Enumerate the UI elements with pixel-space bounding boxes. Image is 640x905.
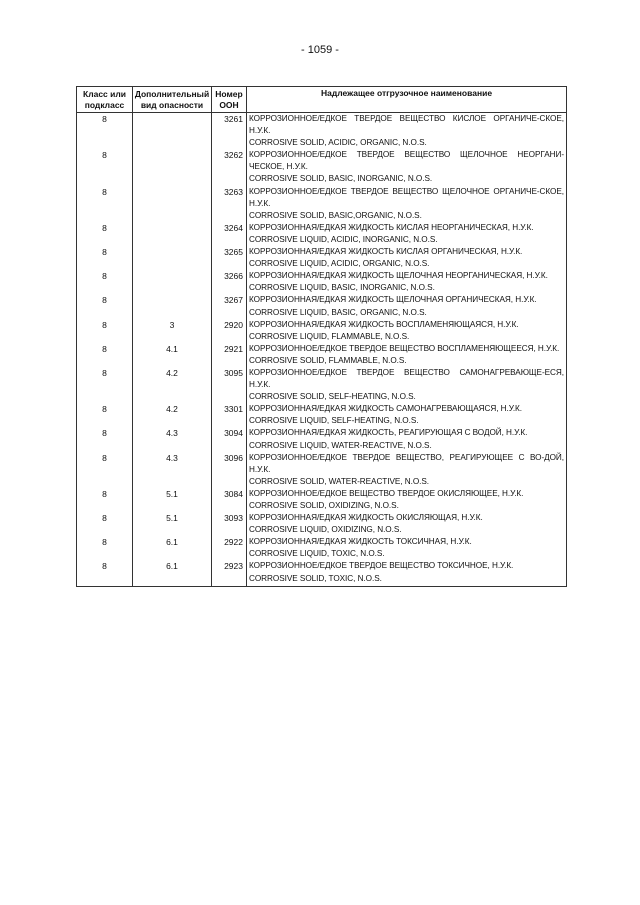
shipping-name-ru: КОРРОЗИОННОЕ/ЕДКОЕ ТВЕРДОЕ ВЕЩЕСТВО ЩЕЛОЧНОЕ ОРГАНИЧЕ-СКОЕ, Н.У.К. <box>249 186 564 208</box>
cell-shipping-name <box>247 343 567 367</box>
shipping-name-en: CORROSIVE SOLID, ACIDIC, ORGANIC, N.O.S. <box>249 138 427 148</box>
cell-subsidiary-risk <box>133 113 212 150</box>
header-shipping-name: Надлежащее отгрузочное наименование <box>247 87 567 113</box>
table-header-row <box>77 87 567 113</box>
cell-un-number: 3094 <box>212 427 247 451</box>
shipping-name-ru: КОРРОЗИОННОЕ/ЕДКОЕ ТВЕРДОЕ ВЕЩЕСТВО САМОНАГРЕВАЮЩЕ-ЕСЯ, Н.У.К. <box>249 367 564 390</box>
shipping-name-ru: КОРРОЗИОННОЕ/ЕДКОЕ ВЕЩЕСТВО ТВЕРДОЕ ОКИСЛЯЮЩЕЕ, Н.У.К. <box>249 488 524 498</box>
cell-shipping-name <box>247 186 567 222</box>
shipping-name-en: CORROSIVE LIQUID, OXIDIZING, N.O.S. <box>249 525 402 535</box>
cell-class: 8 <box>77 452 133 488</box>
cell-shipping-name <box>247 222 567 246</box>
table-row <box>77 270 567 294</box>
shipping-name-en: CORROSIVE LIQUID, BASIC, ORGANIC, N.O.S. <box>249 307 427 317</box>
cell-class: 8 <box>77 113 133 150</box>
cell-class: 8 <box>77 560 133 586</box>
cell-un-number: 3301 <box>212 403 247 427</box>
table-row <box>77 488 567 512</box>
cell-subsidiary-risk: 4.2 <box>133 403 212 427</box>
shipping-name-en: CORROSIVE LIQUID, SELF-HEATING, N.O.S. <box>249 416 419 426</box>
cell-shipping-name <box>247 246 567 270</box>
cell-un-number: 3264 <box>212 222 247 246</box>
cell-shipping-name <box>247 560 567 586</box>
shipping-name-ru: КОРРОЗИОННОЕ/ЕДКОЕ ТВЕРДОЕ ВЕЩЕСТВО ВОСПЛАМЕНЯЮЩЕЕСЯ, Н.У.К. <box>249 343 560 353</box>
shipping-name-ru: КОРРОЗИОННАЯ/ЕДКАЯ ЖИДКОСТЬ ОКИСЛЯЮЩАЯ, Н.У.К. <box>249 513 483 523</box>
cell-class: 8 <box>77 403 133 427</box>
cell-subsidiary-risk <box>133 246 212 270</box>
page-number: - 1059 - <box>301 44 339 56</box>
shipping-name-ru: КОРРОЗИОННАЯ/ЕДКАЯ ЖИДКОСТЬ КИСЛАЯ ОРГАНИЧЕСКАЯ, Н.У.К. <box>249 247 523 257</box>
cell-shipping-name <box>247 452 567 488</box>
dangerous-goods-table <box>76 86 567 587</box>
cell-subsidiary-risk <box>133 294 212 318</box>
shipping-name-ru: КОРРОЗИОННАЯ/ЕДКАЯ ЖИДКОСТЬ САМОНАГРЕВАЮЩАЯСЯ, Н.У.К. <box>249 404 523 414</box>
cell-class: 8 <box>77 536 133 560</box>
shipping-name-en: CORROSIVE LIQUID, BASIC, INORGANIC, N.O.S. <box>249 283 435 293</box>
cell-class: 8 <box>77 488 133 512</box>
cell-un-number: 3263 <box>212 186 247 222</box>
table-row <box>77 246 567 270</box>
cell-shipping-name <box>247 403 567 427</box>
cell-class: 8 <box>77 512 133 536</box>
shipping-name-en: CORROSIVE SOLID, SELF-HEATING, N.O.S. <box>249 392 416 402</box>
header-class-line1: Класс или <box>83 88 126 99</box>
table-row <box>77 294 567 318</box>
header-class <box>77 87 133 113</box>
shipping-name-en: CORROSIVE SOLID, BASIC, INORGANIC, N.O.S. <box>249 174 433 184</box>
cell-shipping-name <box>247 319 567 343</box>
cell-subsidiary-risk <box>133 149 212 185</box>
header-un-number <box>212 87 247 113</box>
cell-un-number: 3084 <box>212 488 247 512</box>
table-row <box>77 186 567 222</box>
cell-shipping-name <box>247 270 567 294</box>
table-row <box>77 452 567 488</box>
shipping-name-en: CORROSIVE SOLID, TOXIC, N.O.S. <box>249 573 382 583</box>
cell-un-number: 3266 <box>212 270 247 294</box>
shipping-name-ru: КОРРОЗИОННОЕ/ЕДКОЕ ТВЕРДОЕ ВЕЩЕСТВО КИСЛОЕ ОРГАНИЧЕ-СКОЕ, Н.У.К. <box>249 114 564 136</box>
cell-un-number: 3261 <box>212 113 247 150</box>
shipping-name-en: CORROSIVE SOLID, OXIDIZING, N.O.S. <box>249 501 399 510</box>
cell-subsidiary-risk <box>133 222 212 246</box>
table-row <box>77 512 567 536</box>
cell-un-number: 3265 <box>212 246 247 270</box>
cell-subsidiary-risk: 5.1 <box>133 488 212 512</box>
cell-un-number: 3267 <box>212 294 247 318</box>
cell-class: 8 <box>77 427 133 451</box>
cell-shipping-name <box>247 149 567 185</box>
header-subsidiary-risk <box>133 87 212 113</box>
cell-un-number: 2922 <box>212 536 247 560</box>
table-row <box>77 367 567 403</box>
cell-un-number: 3262 <box>212 149 247 185</box>
shipping-name-ru: КОРРОЗИОННАЯ/ЕДКАЯ ЖИДКОСТЬ ВОСПЛАМЕНЯЮЩАЯСЯ, Н.У.К. <box>249 319 519 329</box>
cell-un-number: 3095 <box>212 367 247 403</box>
cell-subsidiary-risk: 5.1 <box>133 512 212 536</box>
cell-subsidiary-risk: 4.1 <box>133 343 212 367</box>
shipping-name-en: CORROSIVE SOLID, FLAMMABLE, N.O.S. <box>249 355 407 365</box>
cell-class: 8 <box>77 367 133 403</box>
cell-class: 8 <box>77 319 133 343</box>
table-row <box>77 343 567 367</box>
cell-class: 8 <box>77 186 133 222</box>
shipping-name-en: CORROSIVE LIQUID, ACIDIC, INORGANIC, N.O.S. <box>249 234 438 244</box>
header-class-line2: подкласс <box>84 99 125 110</box>
cell-shipping-name <box>247 427 567 451</box>
shipping-name-ru: КОРРОЗИОННАЯ/ЕДКАЯ ЖИДКОСТЬ ЩЕЛОЧНАЯ НЕОРГАНИЧЕСКАЯ, Н.У.К. <box>249 271 548 281</box>
cell-shipping-name <box>247 488 567 512</box>
cell-class: 8 <box>77 343 133 367</box>
cell-shipping-name <box>247 113 567 150</box>
cell-subsidiary-risk <box>133 270 212 294</box>
header-un-line1: Номер <box>215 88 243 99</box>
cell-shipping-name <box>247 294 567 318</box>
shipping-name-ru: КОРРОЗИОННАЯ/ЕДКАЯ ЖИДКОСТЬ КИСЛАЯ НЕОРГАНИЧЕСКАЯ, Н.У.К. <box>249 222 534 232</box>
shipping-name-en: CORROSIVE LIQUID, ACIDIC, ORGANIC, N.O.S. <box>249 259 430 269</box>
cell-shipping-name <box>247 512 567 536</box>
cell-un-number: 2923 <box>212 560 247 586</box>
shipping-name-en: CORROSIVE LIQUID, WATER-REACTIVE, N.O.S. <box>249 440 432 450</box>
shipping-name-ru: КОРРОЗИОННАЯ/ЕДКАЯ ЖИДКОСТЬ ТОКСИЧНАЯ, Н.У.К. <box>249 537 472 547</box>
header-risk-line2: вид опасности <box>140 99 204 110</box>
table-row <box>77 113 567 150</box>
shipping-name-ru: КОРРОЗИОННОЕ/ЕДКОЕ ТВЕРДОЕ ВЕЩЕСТВО ТОКСИЧНОЕ, Н.У.К. <box>249 561 514 571</box>
table-row <box>77 536 567 560</box>
cell-class: 8 <box>77 149 133 185</box>
cell-shipping-name <box>247 367 567 403</box>
cell-class: 8 <box>77 294 133 318</box>
cell-un-number: 2920 <box>212 319 247 343</box>
shipping-name-ru: КОРРОЗИОННОЕ/ЕДКОЕ ТВЕРДОЕ ВЕЩЕСТВО, РЕАГИРУЮЩЕЕ С ВО-ДОЙ, Н.У.К. <box>249 452 564 474</box>
cell-subsidiary-risk: 6.1 <box>133 536 212 560</box>
header-un-line2: ООН <box>219 99 239 110</box>
table-row <box>77 560 567 586</box>
cell-un-number: 3093 <box>212 512 247 536</box>
shipping-name-ru: КОРРОЗИОННАЯ/ЕДКАЯ ЖИДКОСТЬ, РЕАГИРУЮЩАЯ С ВОДОЙ, Н.У.К. <box>249 428 528 438</box>
header-risk-line1: Дополнительный <box>134 88 210 99</box>
cell-subsidiary-risk <box>133 186 212 222</box>
cell-subsidiary-risk: 4.2 <box>133 367 212 403</box>
table-row <box>77 149 567 185</box>
shipping-name-ru: КОРРОЗИОННАЯ/ЕДКАЯ ЖИДКОСТЬ ЩЕЛОЧНАЯ ОРГАНИЧЕСКАЯ, Н.У.К. <box>249 295 537 305</box>
cell-un-number: 2921 <box>212 343 247 367</box>
cell-class: 8 <box>77 270 133 294</box>
table-row <box>77 427 567 451</box>
table-row <box>77 222 567 246</box>
table-row <box>77 403 567 427</box>
cell-subsidiary-risk: 6.1 <box>133 560 212 586</box>
cell-class: 8 <box>77 222 133 246</box>
shipping-name-en: CORROSIVE SOLID, WATER-REACTIVE, N.O.S. <box>249 476 430 486</box>
cell-subsidiary-risk: 4.3 <box>133 427 212 451</box>
shipping-name-en: CORROSIVE LIQUID, TOXIC, N.O.S. <box>249 549 385 559</box>
table-body <box>77 113 567 587</box>
cell-class: 8 <box>77 246 133 270</box>
table-row <box>77 319 567 343</box>
shipping-name-en: CORROSIVE SOLID, BASIC,ORGANIC, N.O.S. <box>249 210 422 220</box>
cell-subsidiary-risk: 4.3 <box>133 452 212 488</box>
cell-subsidiary-risk: 3 <box>133 319 212 343</box>
shipping-name-ru: КОРРОЗИОННОЕ/ЕДКОЕ ТВЕРДОЕ ВЕЩЕСТВО ЩЕЛОЧНОЕ НЕОРГАНИ-ЧЕСКОЕ, Н.У.К. <box>249 150 564 172</box>
cell-shipping-name <box>247 536 567 560</box>
cell-un-number: 3096 <box>212 452 247 488</box>
shipping-name-en: CORROSIVE LIQUID, FLAMMABLE, N.O.S. <box>249 331 410 341</box>
